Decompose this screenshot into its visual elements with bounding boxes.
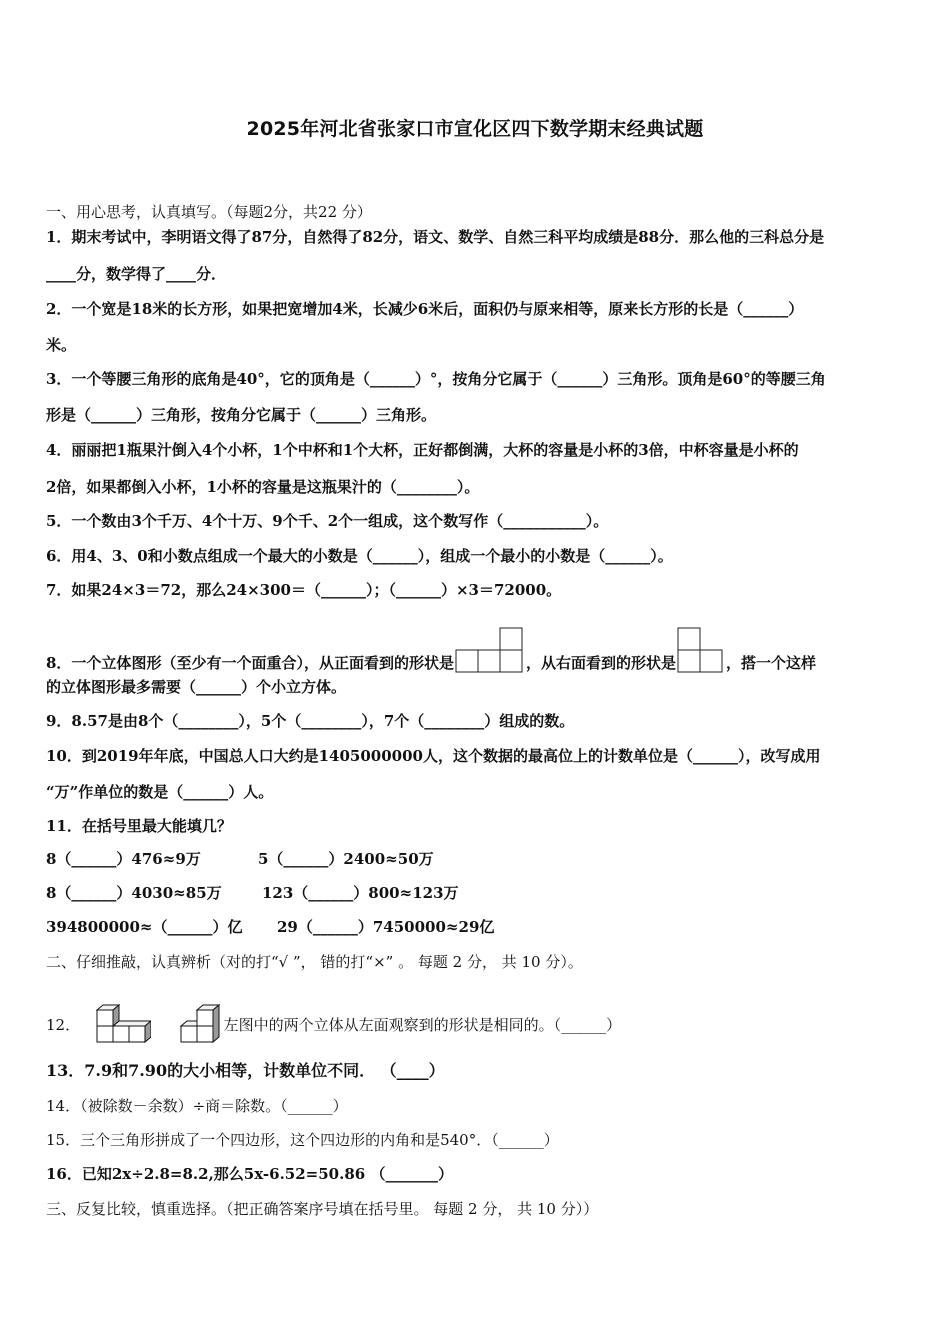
- q3-line1: 3．一个等腰三角形的底角是40°，它的顶角是（______）°，按角分它属于（______）三角形。顶角是60°的等腰三角: [46, 370, 826, 388]
- q11-row3-right: 29（______）7450000≈29亿: [277, 918, 495, 936]
- q4-line1: 4．丽丽把1瓶果汁倒入4个小杯，1个中杯和1个大杯，正好都倒满，大杯的容量是小杯的3倍，中杯容量是小杯的: [46, 441, 799, 459]
- section2-heading: 二、仔细推敲，认真辨析（对的打“√ ”， 错的打“×” 。 每题 2 分， 共 10 分）。: [46, 953, 583, 971]
- q3-line2: 形是（______）三角形，按角分它属于（______）三角形。: [46, 406, 437, 424]
- q12: 12． 左图中的两个立体从左面观察到的形状是相同的。（______）: [46, 1000, 621, 1044]
- q12-text: 左图中的两个立体从左面观察到的形状是相同的。（______）: [223, 1016, 622, 1034]
- q2-line2: 米。: [46, 336, 77, 354]
- q8-line1: 8．一个立体图形（至少有一个面重合），从正面看到的形状是 ，从右面看到的形状是 ，搭一个这样: [46, 626, 816, 674]
- q8-line2: 的立体图形最多需要（______）个小立方体。: [46, 678, 347, 696]
- q11-row1-left: 8（______）476≈9万: [46, 850, 201, 868]
- right-view-figure: [677, 626, 725, 674]
- q10-line2: “万”作单位的数是（______）人。: [46, 783, 274, 801]
- cube-stack-figure-left: [95, 1000, 151, 1044]
- q11-row2-left: 8（______）4030≈85万: [46, 884, 222, 902]
- q9: 9．8.57是由8个（________），5个（________），7个（________）组成的数。: [46, 712, 575, 730]
- q16: 16．已知2x÷2.8=8.2,那么5x-6.52=50.86 （_______）: [46, 1165, 453, 1183]
- front-view-figure: [455, 626, 525, 674]
- q10-line1: 10．到2019年年底，中国总人口大约是1405000000人，这个数据的最高位上的计数单位是（______），改写成用: [46, 747, 821, 765]
- q11-row1-right: 5（______）2400≈50万: [258, 850, 434, 868]
- q7: 7．如果24×3＝72，那么24×300＝（______）；（______）×3＝72000。: [46, 581, 562, 599]
- q6: 6．用4、3、0和小数点组成一个最大的小数是（______），组成一个最小的小数是（______）。: [46, 547, 673, 565]
- q4-line2: 2倍，如果都倒入小杯，1小杯的容量是这瓶果汁的（________）。: [46, 478, 480, 496]
- q2-line1: 2．一个宽是18米的长方形，如果把宽增加4米，长减少6米后，面积仍与原来相等，原来长方形的长是（______）: [46, 300, 804, 318]
- q14: 14．（被除数－余数）÷商＝除数。（______）: [46, 1097, 348, 1115]
- q1-line2: ____分，数学得了____分．: [46, 265, 227, 283]
- q15: 15．三个三角形拼成了一个四边形，这个四边形的内角和是540°．（______）: [46, 1131, 559, 1149]
- page-title: 2025年河北省张家口市宣化区四下数学期末经典试题: [246, 118, 704, 140]
- q11-stem: 11．在括号里最大能填几？: [46, 817, 232, 835]
- q5: 5．一个数由3个千万、4个十万、9个千、2个一组成，这个数写作（___________）。: [46, 512, 609, 530]
- cube-stack-figure-right: [179, 1000, 223, 1044]
- q11-row3-left: 394800000≈（______）亿: [46, 918, 243, 936]
- q13: 13．7.9和7.90的大小相等，计数单位不同． （____）: [46, 1061, 445, 1080]
- section1-heading: 一、用心思考，认真填写。（每题2分，共22 分）: [46, 203, 372, 221]
- section3-heading: 三、反复比较，慎重选择。（把正确答案序号填在括号里。 每题 2 分， 共 10 分））: [46, 1200, 599, 1218]
- q11-row2-right: 123（______）800≈123万: [262, 884, 459, 902]
- q1-line1: 1．期末考试中，李明语文得了87分，自然得了82分，语文、数学、自然三科平均成绩是88分．那么他的三科总分是: [46, 228, 825, 246]
